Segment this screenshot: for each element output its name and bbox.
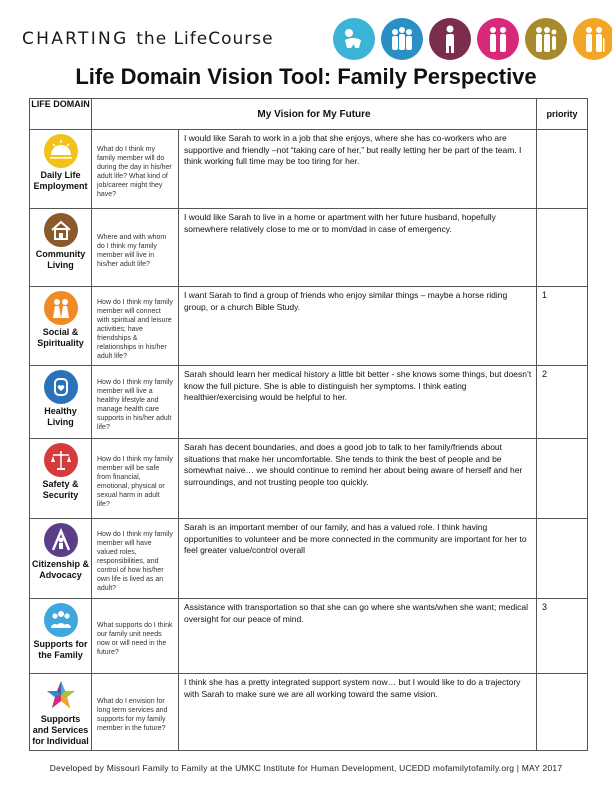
domain-label: Supports for the Family [33, 639, 88, 660]
page-title: Life Domain Vision Tool: Family Perspective [75, 64, 537, 89]
person-walking-icon [429, 18, 471, 60]
priority-value[interactable]: 2 [537, 366, 588, 439]
domain-question: How do I think my family member will live a healthy lifestyle and manage health care supports in his/her adult life? [92, 366, 179, 439]
column-header-priority: priority [537, 99, 588, 130]
domain-cell [30, 674, 92, 751]
scales-icon [44, 443, 78, 477]
domain-cell [30, 599, 92, 674]
page-header [0, 0, 612, 62]
table-row [30, 519, 588, 599]
vision-text[interactable]: I think she has a pretty integrated support system now… but I would like to do a trajectory with Sarah to make sure we are all working toward the same vision. [179, 674, 537, 751]
domain-cell [30, 287, 92, 366]
people-icon [44, 291, 78, 325]
column-header-domain: LIFE DOMAIN [30, 99, 92, 130]
domain-question: How do I think my family member will be safe from financial, emotional, physical or sexual harm in adult life? [92, 439, 179, 519]
domain-label: Safety & Security [42, 479, 79, 500]
brand-logo-text [22, 29, 274, 49]
domain-label: Supports and Services for Individual [32, 714, 89, 746]
brand-light: the LifeCourse [136, 29, 274, 49]
table-row [30, 130, 588, 209]
table-row [30, 599, 588, 674]
vision-text[interactable]: I would like Sarah to work in a job that she enjoys, where she has co-workers who are supportive and friendly –not “taking care of her,” but really letting her be part of the team. I think working full time may be too tiring for her. [179, 130, 537, 209]
domain-question: Where and with whom do I think my family member will live in his/her adult life? [92, 209, 179, 287]
priority-value[interactable]: 1 [537, 287, 588, 366]
domain-cell [30, 366, 92, 439]
vision-text[interactable]: Sarah should learn her medical history a little bit better - she knows some things, but doesn’t know the full picture. She is able to distinguish her symptoms. I think eating healthier/exercising would be helpful to her. [179, 366, 537, 439]
vision-text[interactable]: Sarah has decent boundaries, and does a good job to talk to her family/friends about situations that make her uncomfortable. She tends to think the best of people and be somewhat naive… we should continue to remind her about being aware of herself and her surroundings, and not trusting people too quickly. [179, 439, 537, 519]
heart-watch-icon [44, 370, 78, 404]
domain-label: Citizenship & Advocacy [32, 559, 90, 580]
domain-question: What do I envision for long term services and supports for my family member in the future? [92, 674, 179, 751]
baby-icon [333, 18, 375, 60]
domain-label: Community Living [35, 249, 86, 270]
domain-label: Social & Spirituality [37, 327, 84, 348]
couple-icon [477, 18, 519, 60]
domain-label: Healthy Living [44, 406, 77, 427]
domain-cell [30, 439, 92, 519]
vision-text[interactable]: Sarah is an important member of our family, and has a valued role. I think having opportunities to volunteer and be more connected in the community are important for her to feel greater value/control overall [179, 519, 537, 599]
table-row [30, 287, 588, 366]
domain-question: What do I think my family member will do during the day in his/her adult life? What kind of job/career might they have? [92, 130, 179, 209]
vision-text[interactable]: Assistance with transportation so that she can go where she wants/when she want; medical oversight for our peace of mind. [179, 599, 537, 674]
star-icon [44, 678, 78, 712]
page-footer: Developed by Missouri Family to Family at the UMKC Institute for Human Development, UCEDD mofamilytofamily.org | MAY 2017 [49, 763, 563, 773]
brand-bold: CHARTING [22, 29, 129, 49]
table-row [30, 674, 588, 751]
priority-value[interactable]: 3 [537, 599, 588, 674]
priority-value[interactable] [537, 209, 588, 287]
arch-person-icon [44, 523, 78, 557]
adults-icon [525, 18, 567, 60]
domain-cell [30, 130, 92, 209]
domain-question: How do I think my family member will have valued roles, responsibilities, and control of how his/her own life is lived as an adult? [92, 519, 179, 599]
domain-label: Daily Life Employment [33, 170, 88, 191]
house-icon [44, 213, 78, 247]
priority-value[interactable] [537, 519, 588, 599]
column-header-vision: My Vision for My Future [92, 99, 537, 130]
table-row [30, 209, 588, 287]
table-row [30, 366, 588, 439]
table-header-row [30, 99, 588, 130]
priority-value[interactable] [537, 130, 588, 209]
vision-text[interactable]: I would like Sarah to live in a home or apartment with her future husband, hopefully somewhere relatively close to me or to mom/dad in case of emergency. [179, 209, 537, 287]
domain-cell [30, 209, 92, 287]
domain-question: How do I think my family member will connect with spiritual and leisure activities; have friendships & relationships in his/her adult life? [92, 287, 179, 366]
vision-text[interactable]: I want Sarah to find a group of friends who enjoy similar things – maybe a horse riding group, or a church Bible Study. [179, 287, 537, 366]
domain-cell [30, 519, 92, 599]
elderly-couple-icon [573, 18, 612, 60]
priority-value[interactable] [537, 439, 588, 519]
priority-value[interactable] [537, 674, 588, 751]
sun-icon [44, 134, 78, 168]
group-icon [44, 603, 78, 637]
family-icon [381, 18, 423, 60]
domain-question: What supports do I think our family unit needs now or will need in the future? [92, 599, 179, 674]
vision-table [29, 98, 588, 751]
table-row [30, 439, 588, 519]
